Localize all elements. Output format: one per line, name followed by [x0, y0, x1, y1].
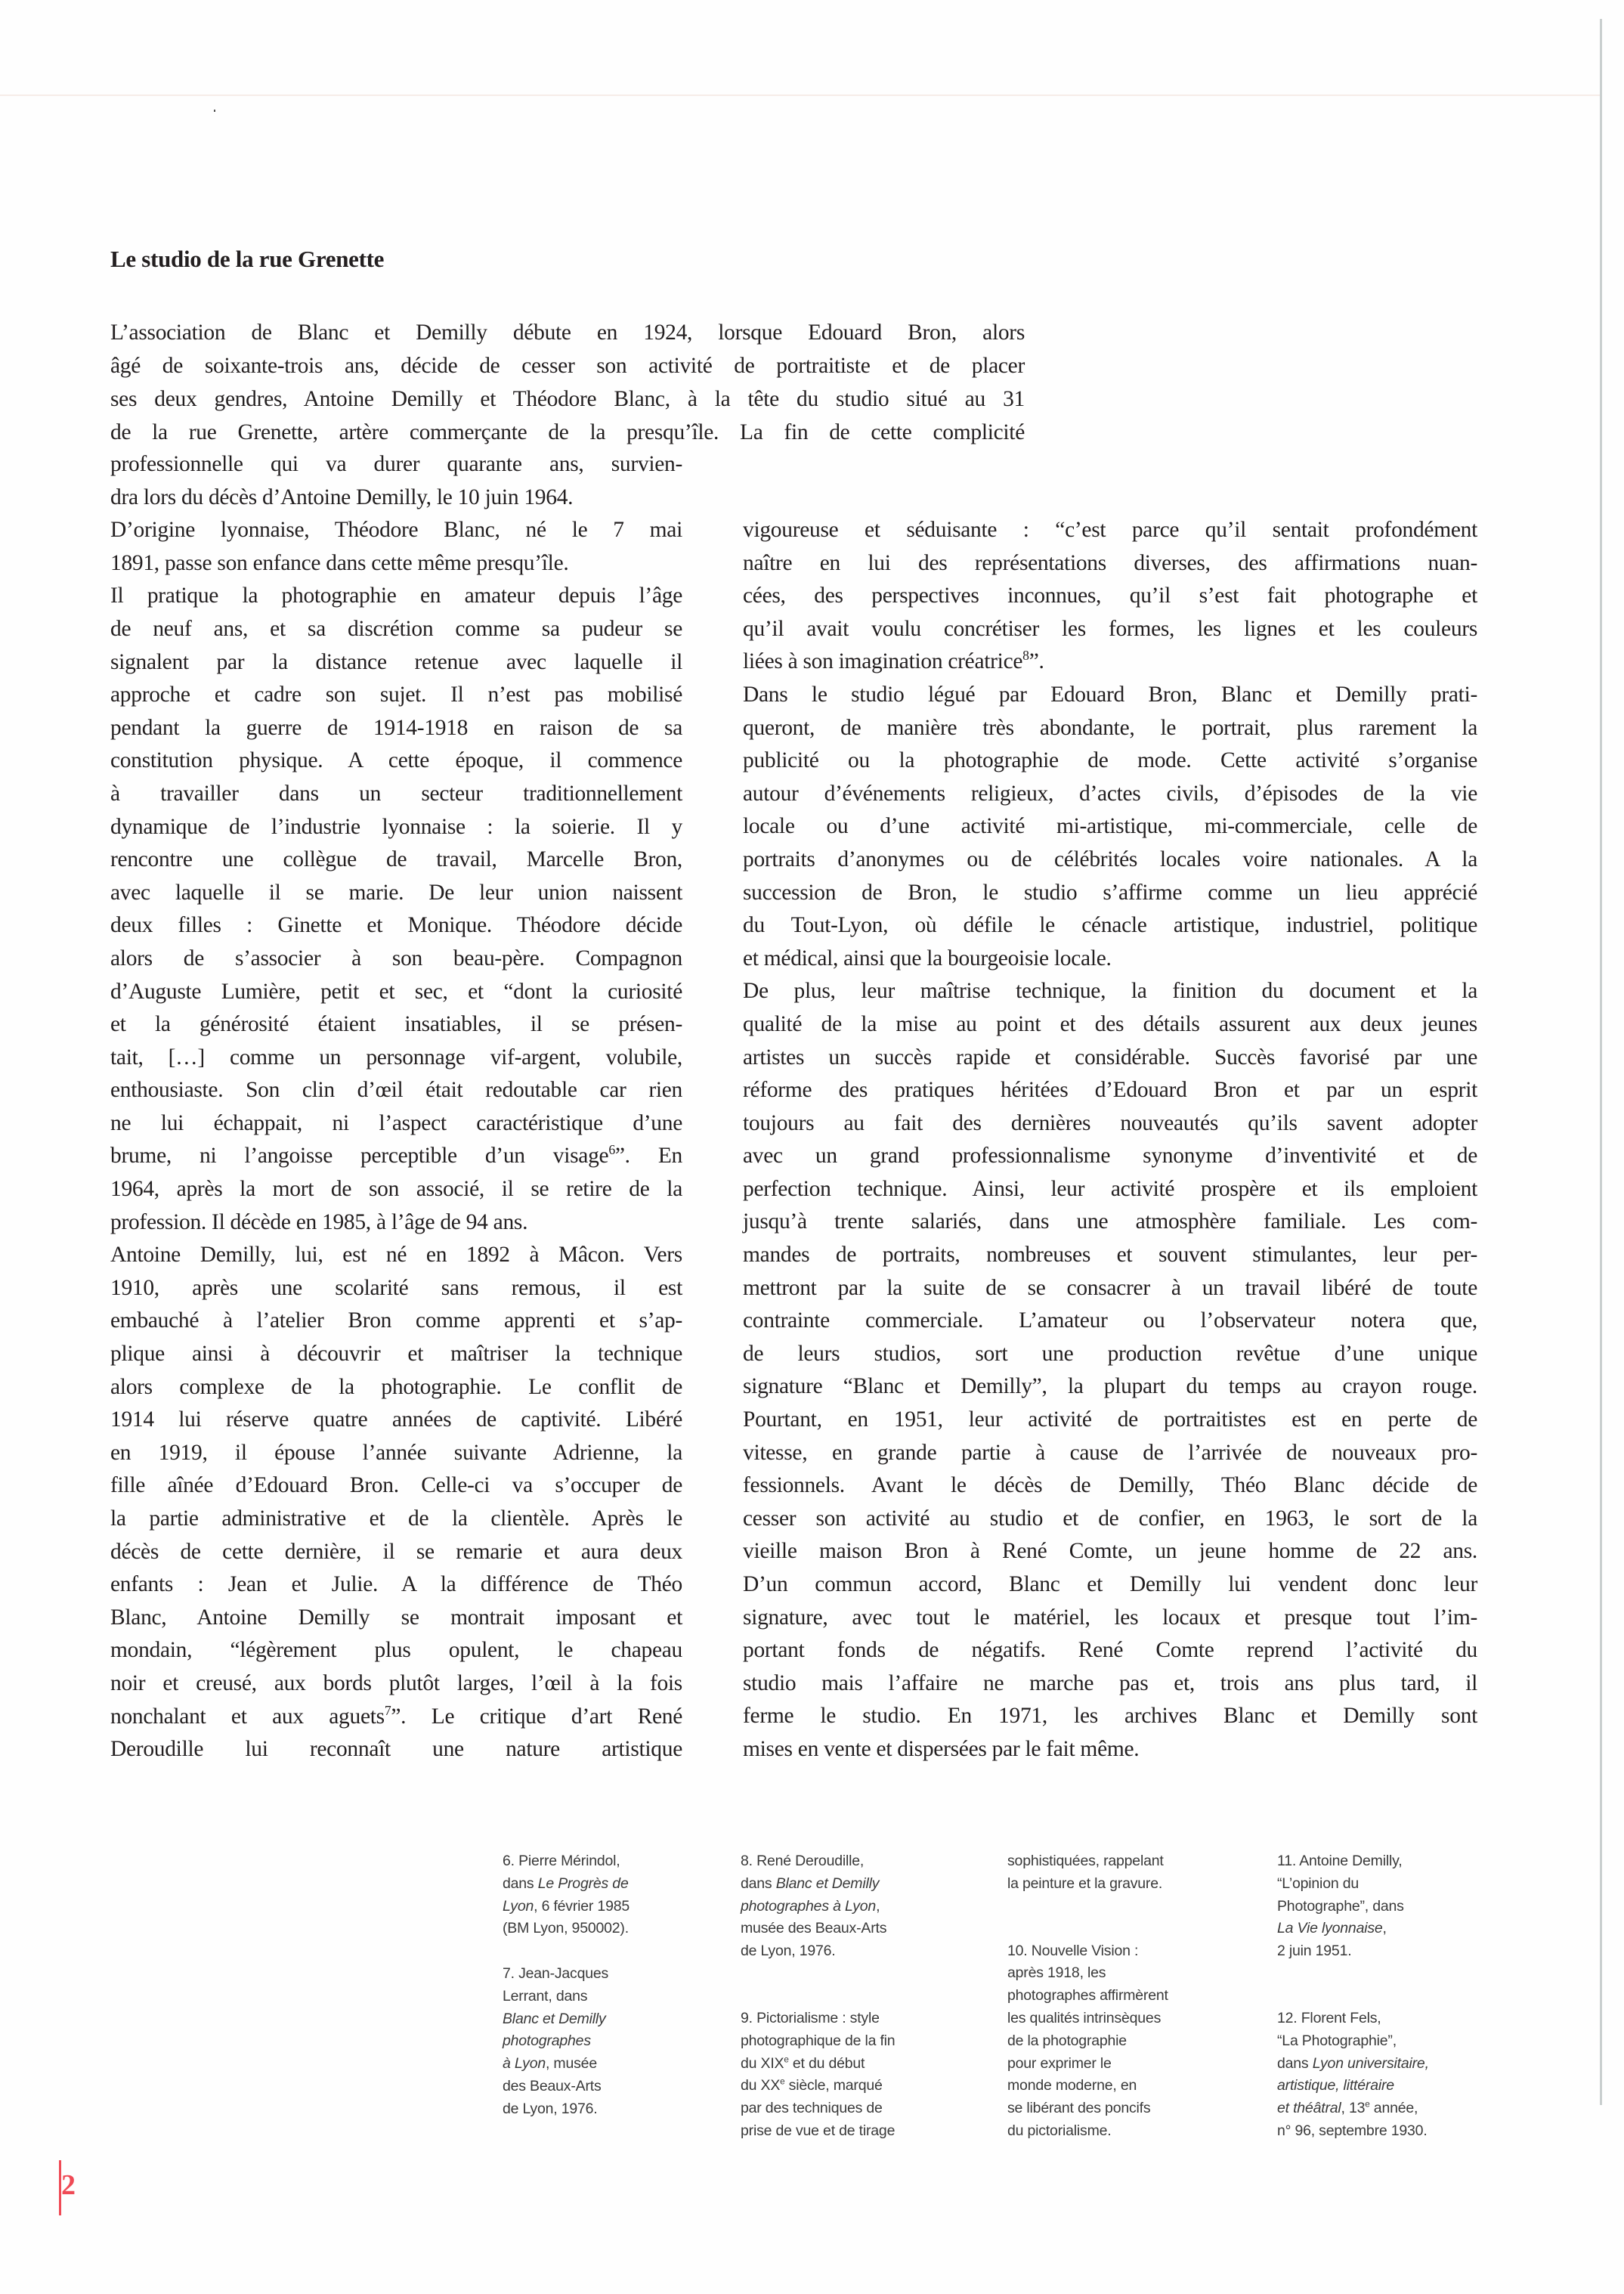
- footnotes-column-1: [503, 1850, 629, 2143]
- footnote-line: se libérant des poncifs: [1007, 2100, 1151, 2117]
- footnote-line: prise de vue et de tirage: [741, 2122, 896, 2139]
- text-line: ferme le studio. En 1971, les archives Blanc et Demilly sont: [743, 1704, 1477, 1729]
- ordinal-superscript: e: [1365, 2099, 1370, 2110]
- page-number: [59, 2160, 82, 2217]
- footnote-line: Photographe”, dans: [1277, 1897, 1404, 1915]
- text-line: brume, ni l’angoisse perceptible d’un visage$^6$”. En: [110, 1142, 682, 1169]
- footnote-line: 7. Jean-Jacques: [503, 1964, 609, 1982]
- text-line: signature “Blanc et Demilly”, la plupart du temps au crayon rouge.: [743, 1374, 1477, 1399]
- text-line: contrainte commerciale. L’amateur ou l’observateur notera que,: [743, 1308, 1477, 1333]
- text-line: dra lors du décès d’Antoine Demilly, le 10 juin 1964.: [110, 484, 574, 509]
- footnote-line: 12. Florent Fels,: [1277, 2009, 1381, 2026]
- footnote-line: dans Le Progrès de: [503, 1875, 629, 1892]
- footnote-line: pour exprimer le: [1007, 2054, 1112, 2072]
- text-line: de neuf ans, et sa discrétion comme sa pudeur se: [110, 616, 682, 641]
- text-line: d’Auguste Lumière, petit et sec, et “dont la curiosité: [110, 979, 682, 1004]
- text-line: D’un commun accord, Blanc et Demilly lui vendent donc leur: [743, 1572, 1477, 1596]
- footnote-line: à Lyon, musée: [503, 2055, 597, 2073]
- footnote-8: [741, 1850, 895, 1963]
- text-line: toujours au fait des dernières nouveautés qu’ils savent adopter: [743, 1110, 1477, 1135]
- text-line: Dans le studio légué par Edouard Bron, Blanc et Demilly prati-: [743, 682, 1477, 707]
- text-line: fessionnels. Avant le décès de Demilly, Théo Blanc décide de: [743, 1473, 1477, 1498]
- text-line: mondain, “légèrement plus opulent, le chapeau: [110, 1638, 682, 1663]
- footnote-line: photographes à Lyon,: [741, 1897, 880, 1915]
- footnote-reference: 8: [1022, 648, 1029, 664]
- text-line: approche et cadre son sujet. Il n’est pas mobilisé: [110, 683, 682, 707]
- text-line: D’origine lyonnaise, Théodore Blanc, né le 7 mai: [110, 518, 682, 543]
- text-line: locale ou d’une activité mi-artistique, mi-commerciale, celle de: [743, 814, 1477, 839]
- section-heading: Le studio de la rue Grenette: [110, 246, 385, 272]
- text-line: publicité ou la photographie de mode. Cette activité s’organise: [743, 748, 1477, 773]
- text-line: 1910, après une scolarité sans remous, il est: [110, 1275, 682, 1300]
- text-line: perfection technique. Ainsi, leur activité prospère et ils emploient: [743, 1176, 1477, 1201]
- text-line: constitution physique. A cette époque, il commence: [110, 748, 682, 773]
- ordinal-superscript: e: [784, 2054, 789, 2065]
- text-line: deux filles : Ginette et Monique. Théodore décide: [110, 913, 682, 938]
- text-line: alors complexe de la photographie. Le conflit de: [110, 1374, 682, 1399]
- footnote-line: de Lyon, 1976.: [741, 1943, 836, 1960]
- footnote-line: La Vie lyonnaise,: [1277, 1920, 1387, 1937]
- footnotes-column-2: [741, 1850, 895, 2166]
- text-line: mettront par la suite de se consacrer à un travail libéré de toute: [743, 1275, 1477, 1300]
- footnote-10: [1007, 1940, 1168, 2143]
- footnote-line: photographes affirmèrent: [1007, 1987, 1168, 2005]
- right-text-column: [743, 514, 1477, 1766]
- text-line: ses deux gendres, Antoine Demilly et Théodore Blanc, à la tête du studio situé au 31: [110, 387, 1025, 411]
- text-line: embauché à l’atelier Bron comme apprenti et s’ap-: [110, 1308, 682, 1333]
- text-line: de leurs studios, sort une production revêtue d’une unique: [743, 1341, 1477, 1366]
- footnote-7: [503, 1963, 629, 2121]
- text-line: avec un grand professionnalisme synonyme d’inventivité et de: [743, 1144, 1477, 1169]
- text-line: plique ainsi à découvrir et maîtriser la technique: [110, 1342, 682, 1367]
- text-line: la partie administrative et de la clientèle. Après le: [110, 1506, 682, 1531]
- text-line: professionnelle qui va durer quarante ans, survien-: [110, 452, 682, 476]
- text-line: 1914 lui réserve quatre années de captivité. Libéré: [110, 1407, 682, 1432]
- footnote-line: artistique, littéraire: [1277, 2077, 1394, 2094]
- scan-top-rule: [0, 94, 1601, 96]
- page-number-digit: 2: [61, 2169, 76, 2201]
- footnote-11: [1277, 1850, 1429, 1963]
- text-line: Antoine Demilly, lui, est né en 1892 à Mâcon. Vers: [110, 1243, 682, 1268]
- footnote-9: [741, 2008, 895, 2143]
- footnote-9-cont: [1007, 1850, 1168, 1896]
- footnote-line: Blanc et Demilly: [503, 2010, 606, 2027]
- footnote-line: “La Photographie”,: [1277, 2032, 1397, 2049]
- text-line: Il pratique la photographie en amateur depuis l’âge: [110, 584, 682, 608]
- text-line: nonchalant et aux aguets$^7$”. Le critique d’art René: [110, 1702, 682, 1729]
- footnote-line: (BM Lyon, 950002).: [503, 1920, 629, 1937]
- text-line: enthousiaste. Son clin d’œil était redoutable car rien: [110, 1078, 682, 1103]
- footnote-line: Lyon, 6 février 1985: [503, 1897, 630, 1915]
- footnote-line: du XIXe et du début: [741, 2054, 865, 2072]
- text-line: De plus, leur maîtrise technique, la finition du document et la: [743, 979, 1477, 1004]
- footnote-line: Lerrant, dans: [503, 1987, 588, 2005]
- text-line: mandes de portraits, nombreuses et souvent stimulantes, leur per-: [743, 1243, 1477, 1268]
- footnote-line: photographes: [503, 2032, 591, 2050]
- footnote-line: sophistiquées, rappelant: [1007, 1853, 1164, 1869]
- footnote-line: les qualités intrinsèques: [1007, 2009, 1162, 2026]
- footnote-line: du pictorialisme.: [1007, 2122, 1112, 2139]
- text-line: qu’il avait voulu concrétiser les formes, les lignes et les couleurs: [743, 616, 1477, 641]
- text-line: portraits d’anonymes ou de célébrités locales voire nationales. A la: [743, 847, 1477, 871]
- text-line: jusqu’à trente salariés, dans une atmosphère familiale. Les com-: [743, 1209, 1477, 1234]
- text-line: vigoureuse et séduisante : “c’est parce qu’il sentait profondément: [743, 518, 1477, 542]
- footnote-line: 2 juin 1951.: [1277, 1943, 1352, 1960]
- footnote-line: 11. Antoine Demilly,: [1277, 1853, 1403, 1869]
- text-line: ne lui échappait, ni l’aspect caractéristique d’une: [110, 1110, 682, 1135]
- footnote-line: de Lyon, 1976.: [503, 2100, 598, 2117]
- text-line: de la rue Grenette, artère commerçante de la presqu’île. La fin de cette complicité: [110, 420, 1025, 444]
- text-line: vieille maison Bron à René Comte, un jeune homme de 22 ans.: [743, 1539, 1477, 1564]
- text-line: dynamique de l’industrie lyonnaise : la soierie. Il y: [110, 814, 682, 839]
- text-line: alors de s’associer à son beau-père. Compagnon: [110, 946, 682, 971]
- footnote-line: par des techniques de: [741, 2100, 883, 2117]
- text-line: en 1919, il épouse l’année suivante Adrienne, la: [110, 1440, 682, 1465]
- footnote-line: la peinture et la gravure.: [1007, 1875, 1163, 1892]
- text-line: portant fonds de négatifs. René Comte reprend l’activité du: [743, 1638, 1477, 1663]
- text-line: vitesse, en grande partie à cause de l’arrivée de nouveaux pro-: [743, 1440, 1477, 1465]
- text-line: rencontre une collègue de travail, Marcelle Bron,: [110, 847, 682, 872]
- footnote-line: dans Lyon universitaire,: [1277, 2054, 1429, 2072]
- text-line: queront, de manière très abondante, le portrait, plus rarement la: [743, 715, 1477, 740]
- text-line: studio mais l’affaire ne marche pas et, trois ans plus tard, il: [743, 1670, 1477, 1695]
- ordinal-superscript: e: [780, 2076, 785, 2087]
- text-line: L’association de Blanc et Demilly débute en 1924, lorsque Edouard Bron, alors: [110, 320, 1025, 345]
- text-line: fille aînée d’Edouard Bron. Celle-ci va s’occuper de: [110, 1473, 682, 1498]
- text-line: 1964, après la mort de son associé, il se retire de la: [110, 1177, 682, 1202]
- footnote-line: “L’opinion du: [1277, 1875, 1359, 1892]
- footnote-line: n° 96, septembre 1930.: [1277, 2122, 1428, 2139]
- footnote-line: de la photographie: [1007, 2032, 1127, 2049]
- text-line: noir et creusé, aux bords plutôt larges, l’œil à la fois: [110, 1670, 682, 1695]
- text-line: liées à son imagination créatrice$^8$”.: [743, 648, 1044, 674]
- text-line: 1891, passe son enfance dans cette même presqu’île.: [110, 550, 569, 575]
- text-line: à travailler dans un secteur traditionnellement: [110, 781, 682, 806]
- text-line: naître en lui des représentations diverses, des affirmations nuan-: [743, 550, 1477, 575]
- text-line: et médical, ainsi que la bourgeoisie locale.: [743, 946, 1112, 971]
- text-line: enfants : Jean et Julie. A la différence de Théo: [110, 1572, 682, 1597]
- text-line: qualité de la mise au point et des détails assurent aux deux jeunes: [743, 1011, 1477, 1036]
- text-line: cées, des perspectives inconnues, qu’il s’est fait photographe et: [743, 584, 1477, 608]
- text-line: avec laquelle il se marie. De leur union naissent: [110, 880, 682, 905]
- footnote-line: 6. Pierre Mérindol,: [503, 1853, 620, 1869]
- footnote-line: des Beaux-Arts: [503, 2077, 602, 2094]
- footnote-line: et théâtral, 13e année,: [1277, 2099, 1418, 2117]
- footnote-line: monde moderne, en: [1007, 2077, 1137, 2094]
- text-line: Deroudille lui reconnaît une nature artistique: [110, 1737, 682, 1762]
- footnote-line: dans Blanc et Demilly: [741, 1875, 880, 1892]
- footnote-line: après 1918, les: [1007, 1964, 1106, 1982]
- text-line: Pourtant, en 1951, leur activité de portraitistes est en perte de: [743, 1407, 1477, 1432]
- footnote-line: 9. Pictorialisme : style: [741, 2009, 880, 2026]
- footnote-line: musée des Beaux-Arts: [741, 1920, 887, 1937]
- text-line: artistes un succès rapide et considérable. Succès favorisé par une: [743, 1045, 1477, 1070]
- text-line: succession de Bron, le studio s’affirme comme un lieu apprécié: [743, 880, 1477, 905]
- footnotes-column-4: [1277, 1850, 1429, 2166]
- text-line: du Tout-Lyon, où défile le cénacle artistique, industriel, politique: [743, 913, 1477, 938]
- intro-paragraph: [110, 316, 1025, 449]
- footnote-line: du XXe siècle, marqué: [741, 2076, 883, 2094]
- scan-speck: [214, 110, 215, 112]
- footnote-line: photographique de la fin: [741, 2032, 896, 2049]
- text-line: autour d’événements religieux, d’actes civils, d’épisodes de la vie: [743, 781, 1477, 806]
- text-line: décès de cette dernière, il se remarie et aura deux: [110, 1539, 682, 1564]
- text-line: Blanc, Antoine Demilly se montrait imposant et: [110, 1605, 682, 1630]
- text-line: mises en vente et dispersées par le fait même.: [743, 1736, 1140, 1761]
- footnotes-column-3: [1007, 1850, 1168, 2166]
- footnote-12: [1277, 2008, 1429, 2143]
- footnote-reference: 6: [608, 1142, 615, 1158]
- text-line: réforme des pratiques héritées d’Edouard Bron et par un esprit: [743, 1078, 1477, 1103]
- footnote-6: [503, 1850, 629, 1940]
- footnote-reference: 7: [384, 1702, 391, 1718]
- footnote-line: 10. Nouvelle Vision :: [1007, 1942, 1139, 1959]
- text-line: et la générosité étaient insatiables, il se présen-: [110, 1012, 682, 1037]
- text-line: pendant la guerre de 1914-1918 en raison de sa: [110, 715, 682, 740]
- page-edge-rule: [1600, 19, 1602, 2105]
- text-line: signature, avec tout le matériel, les locaux et presque tout l’im-: [743, 1605, 1477, 1630]
- text-line: signalent par la distance retenue avec laquelle il: [110, 649, 682, 674]
- text-line: âgé de soixante-trois ans, décide de cesser son activité de portraitiste et de placer: [110, 354, 1025, 378]
- footnote-line: 8. René Deroudille,: [741, 1853, 865, 1869]
- text-line: tait, […] comme un personnage vif-argent, volubile,: [110, 1045, 682, 1070]
- text-line: cesser son activité au studio et de confier, en 1963, le sort de la: [743, 1506, 1477, 1531]
- text-line: profession. Il décède en 1985, à l’âge de 94 ans.: [110, 1209, 528, 1234]
- left-text-column: [110, 448, 682, 1766]
